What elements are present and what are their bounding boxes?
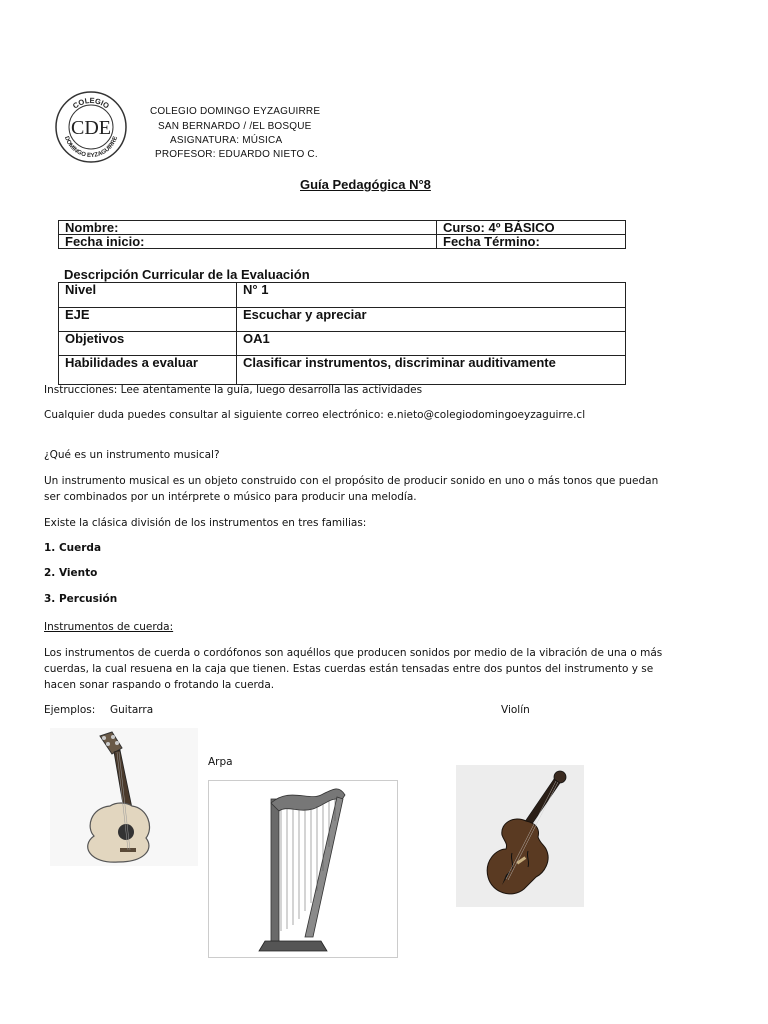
student-info-table bbox=[58, 220, 626, 249]
harp-icon bbox=[209, 781, 397, 957]
course-field bbox=[437, 221, 626, 235]
logo-initials: CDE bbox=[71, 117, 111, 139]
violin-caption: Violín bbox=[501, 704, 530, 716]
school-name: COLEGIO DOMINGO EYZAGUIRRE bbox=[150, 106, 321, 117]
course-label: Curso: 4º BÁSICO bbox=[443, 220, 555, 235]
question: ¿Qué es un instrumento musical? bbox=[44, 449, 220, 461]
definition-line-1: Un instrumento musical es un objeto construido con el propósito de producir sonido en uno o más tonos que puedan bbox=[44, 475, 659, 487]
curriculum-label: Objetivos bbox=[59, 332, 237, 356]
curriculum-row bbox=[59, 356, 626, 385]
family-item: 1. Cuerda bbox=[44, 542, 102, 554]
family-item: 3. Percusión bbox=[44, 593, 118, 605]
name-field[interactable] bbox=[59, 221, 437, 235]
harp-photo bbox=[208, 780, 398, 958]
start-date-label: Fecha inicio: bbox=[65, 234, 145, 249]
curriculum-label: Nivel bbox=[59, 283, 237, 308]
guitar-caption: Guitarra bbox=[110, 704, 154, 716]
examples-label: Ejemplos: bbox=[44, 704, 96, 716]
name-label: Nombre: bbox=[65, 220, 119, 235]
contact-email-link[interactable]: e.nieto@colegiodomingoeyzaguirre.cl bbox=[387, 409, 586, 421]
start-date-field[interactable] bbox=[59, 235, 437, 249]
end-date-label: Fecha Término: bbox=[443, 234, 540, 249]
logo-text-bottom: DOMINGO EYZAGUIRRE bbox=[62, 135, 120, 160]
guide-title: Guía Pedagógica N°8 bbox=[300, 177, 431, 192]
violin-icon bbox=[456, 765, 584, 907]
curriculum-value: Clasificar instrumentos, discriminar auditivamente bbox=[237, 356, 626, 385]
subject: ASIGNATURA: MÚSICA bbox=[170, 135, 283, 146]
contact-line bbox=[44, 407, 585, 423]
families-intro: Existe la clásica división de los instrumentos en tres familias: bbox=[44, 517, 367, 529]
instructions: Instrucciones: Lee atentamente la guía, luego desarrolla las actividades bbox=[44, 384, 423, 396]
curriculum-value: OA1 bbox=[237, 332, 626, 356]
curriculum-label: EJE bbox=[59, 308, 237, 332]
strings-text-line-2: cuerdas, la cual resuena en la caja que tienen. Estas cuerdas están tensadas entre dos puntos del instrumento y se bbox=[44, 663, 654, 675]
curriculum-table bbox=[58, 282, 626, 385]
teacher: PROFESOR: EDUARDO NIETO C. bbox=[155, 149, 318, 160]
guitar-icon bbox=[50, 728, 198, 866]
svg-text:COLEGIO bbox=[71, 96, 111, 111]
curriculum-row bbox=[59, 283, 626, 308]
curriculum-value: Escuchar y apreciar bbox=[237, 308, 626, 332]
contact-text: Cualquier duda puedes consultar al siguiente correo electrónico: bbox=[44, 409, 388, 421]
strings-heading: Instrumentos de cuerda: bbox=[44, 621, 174, 633]
curriculum-row bbox=[59, 308, 626, 332]
curriculum-heading: Descripción Curricular de la Evaluación bbox=[64, 267, 310, 282]
definition-line-2: ser combinados por un intérprete o músico para producir una melodía. bbox=[44, 491, 417, 503]
strings-text-line-1: Los instrumentos de cuerda o cordófonos son aquéllos que producen sonidos por medio de la vibración de una o más bbox=[44, 647, 663, 659]
end-date-field[interactable] bbox=[437, 235, 626, 249]
strings-text-line-3: hacen sonar raspando o frotando la cuerda. bbox=[44, 679, 275, 691]
violin-photo bbox=[456, 765, 584, 907]
curriculum-label: Habilidades a evaluar bbox=[59, 356, 237, 385]
guitar-photo bbox=[50, 728, 198, 866]
family-item: 2. Viento bbox=[44, 567, 98, 579]
logo-text-top: COLEGIO bbox=[70, 95, 111, 111]
school-location: SAN BERNARDO / /EL BOSQUE bbox=[158, 121, 312, 132]
curriculum-row bbox=[59, 332, 626, 356]
curriculum-value: N° 1 bbox=[237, 283, 626, 308]
harp-caption: Arpa bbox=[208, 756, 233, 768]
school-logo bbox=[54, 90, 128, 164]
